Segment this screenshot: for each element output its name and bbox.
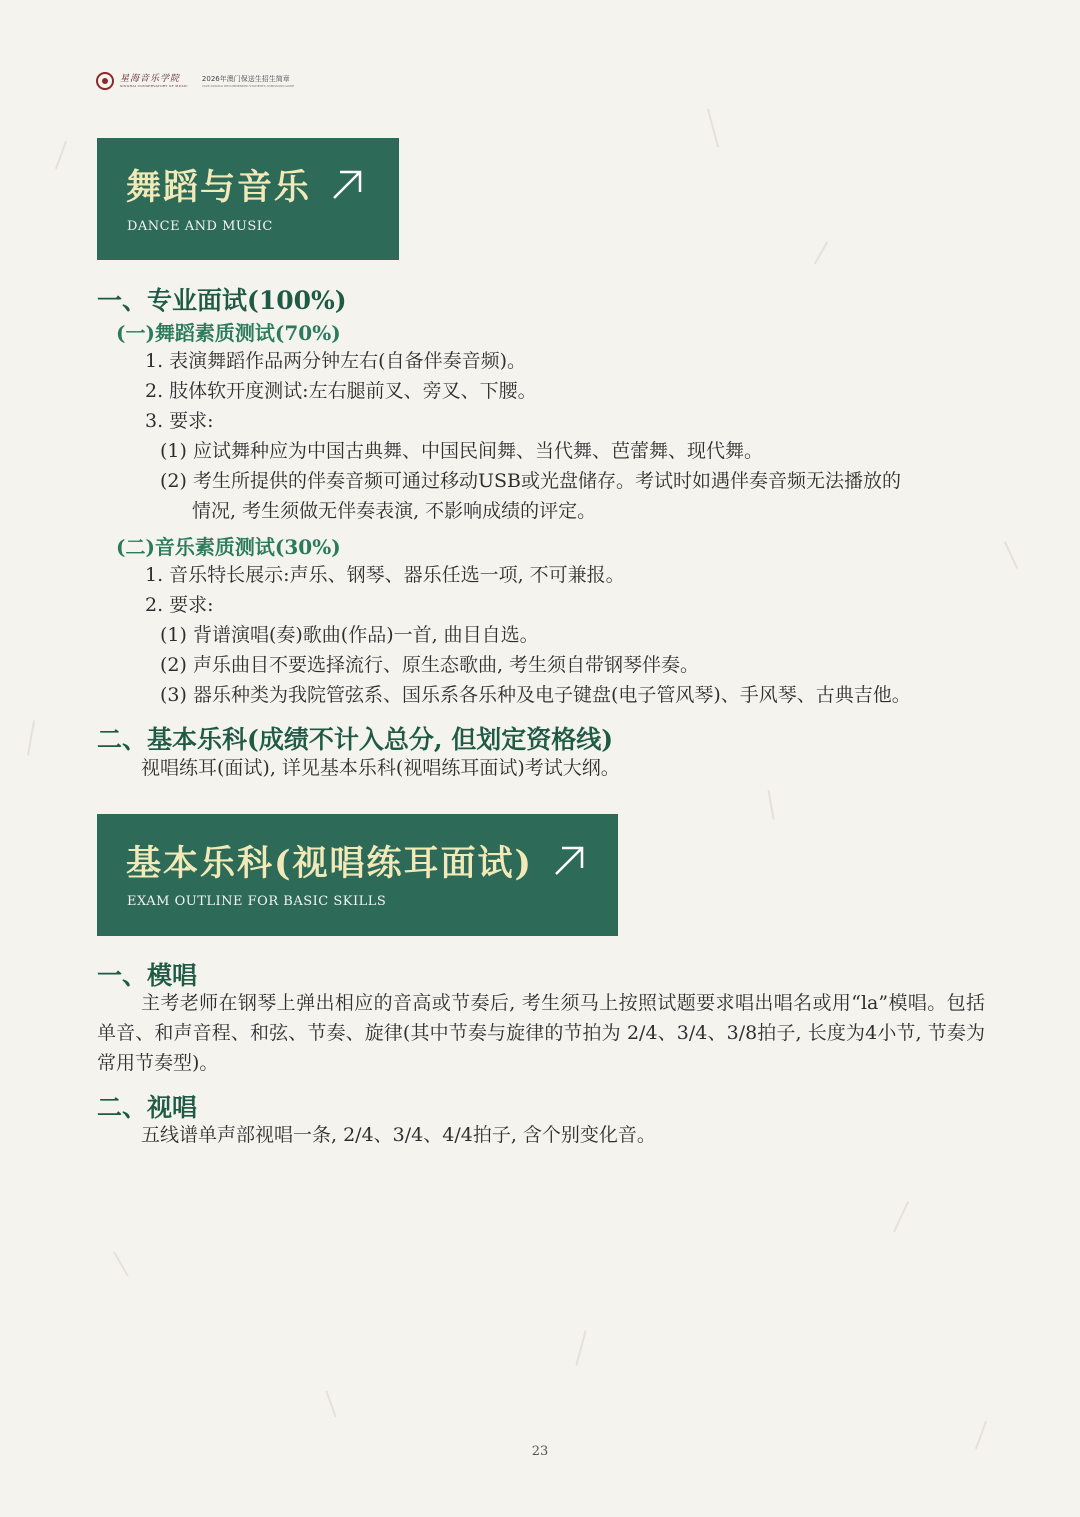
paper-texture: [27, 720, 35, 756]
paper-texture: [325, 1391, 336, 1418]
page-number: 23: [531, 1444, 549, 1459]
arrow-up-right-icon: [552, 842, 588, 878]
sight-singing-text: 五线谱单声部视唱一条, 2/4、3/4、4/4拍子, 含个别变化音。: [141, 1124, 656, 1146]
arrow-up-right-icon: [330, 166, 366, 202]
paper-texture: [1004, 541, 1018, 569]
section-banner-basic-skills: [97, 814, 618, 936]
paper-texture: [767, 790, 774, 820]
paper-texture: [55, 141, 67, 170]
banner-subtitle: DANCE AND MUSIC: [127, 219, 273, 234]
imitation-paragraph: 主考老师在钢琴上弹出相应的音高或节奏后, 考生须马上按照试题要求唱出唱名或用“la”模唱。包括单音、和声音程、和弦、节奏、旋律(其中节奏与旋律的节拍为 2/4、3/4、3/8拍子, 长度为4小节, 节奏为常用节奏型)。: [97, 992, 985, 1074]
list-item: (2) 考生所提供的伴奏音频可通过移动USB或光盘储存。考试时如遇伴奏音频无法播放的: [160, 470, 901, 492]
heading-basic-music: 二、基本乐科(成绩不计入总分, 但划定资格线): [97, 725, 614, 754]
paper-texture: [707, 108, 719, 147]
list-item: (1) 背谱演唱(奏)歌曲(作品)一首, 曲目自选。: [160, 624, 539, 646]
subheading-music-test: (二)音乐素质测试(30%): [116, 535, 341, 559]
paper-texture: [113, 1251, 129, 1276]
list-item: (1) 应试舞种应为中国古典舞、中国民间舞、当代舞、芭蕾舞、现代舞。: [160, 440, 763, 462]
section-banner-dance-music: [97, 138, 399, 260]
list-item: 3. 要求:: [145, 410, 214, 432]
heading-imitation-singing: 一、模唱: [97, 961, 198, 990]
header-title: [202, 75, 294, 88]
header-title-cn: 2026年澳门保送生招生简章: [201, 74, 290, 83]
list-item: 2. 要求:: [145, 594, 214, 616]
heading-professional-interview: 一、专业面试(100%): [97, 286, 347, 315]
list-item: (2) 声乐曲目不要选择流行、原生态歌曲, 考生须自带钢琴伴奏。: [160, 654, 700, 676]
subheading-dance-test: (一)舞蹈素质测试(70%): [116, 321, 341, 345]
list-item: 1. 音乐特长展示:声乐、钢琴、器乐任选一项, 不可兼报。: [145, 564, 625, 586]
paper-texture: [575, 1330, 586, 1365]
banner-title: 舞蹈与音乐: [126, 167, 312, 208]
banner-title: 基本乐科(视唱练耳面试): [126, 843, 534, 884]
basic-music-text: 视唱练耳(面试), 详见基本乐科(视唱练耳面试)考试大纲。: [141, 757, 620, 779]
logo-en: XINGHAI CONSERVATORY OF MUSIC: [120, 84, 188, 88]
header-title-en: 2026 XINGHAI RECOMMENDED STUDENTS ADMISSION GUIDE: [201, 83, 295, 88]
paper-texture: [814, 241, 829, 265]
paper-texture: [893, 1201, 909, 1233]
banner-subtitle: EXAM OUTLINE FOR BASIC SKILLS: [127, 894, 387, 909]
heading-sight-singing: 二、视唱: [97, 1093, 198, 1122]
list-item: 1. 表演舞蹈作品两分钟左右(自备伴奏音频)。: [145, 350, 526, 372]
school-logo-text: [120, 74, 188, 88]
page-header: [96, 70, 294, 92]
list-item: (3) 器乐种类为我院管弦系、国乐系各乐种及电子键盘(电子管风琴)、手风琴、古典吉他。: [160, 684, 911, 706]
list-item: 情况, 考生须做无伴奏表演, 不影响成绩的评定。: [192, 500, 597, 522]
school-seal-logo: [96, 72, 114, 90]
logo-cn: 星海音乐学院: [120, 74, 181, 84]
list-item: 2. 肢体软开度测试:左右腿前叉、旁叉、下腰。: [145, 380, 537, 402]
